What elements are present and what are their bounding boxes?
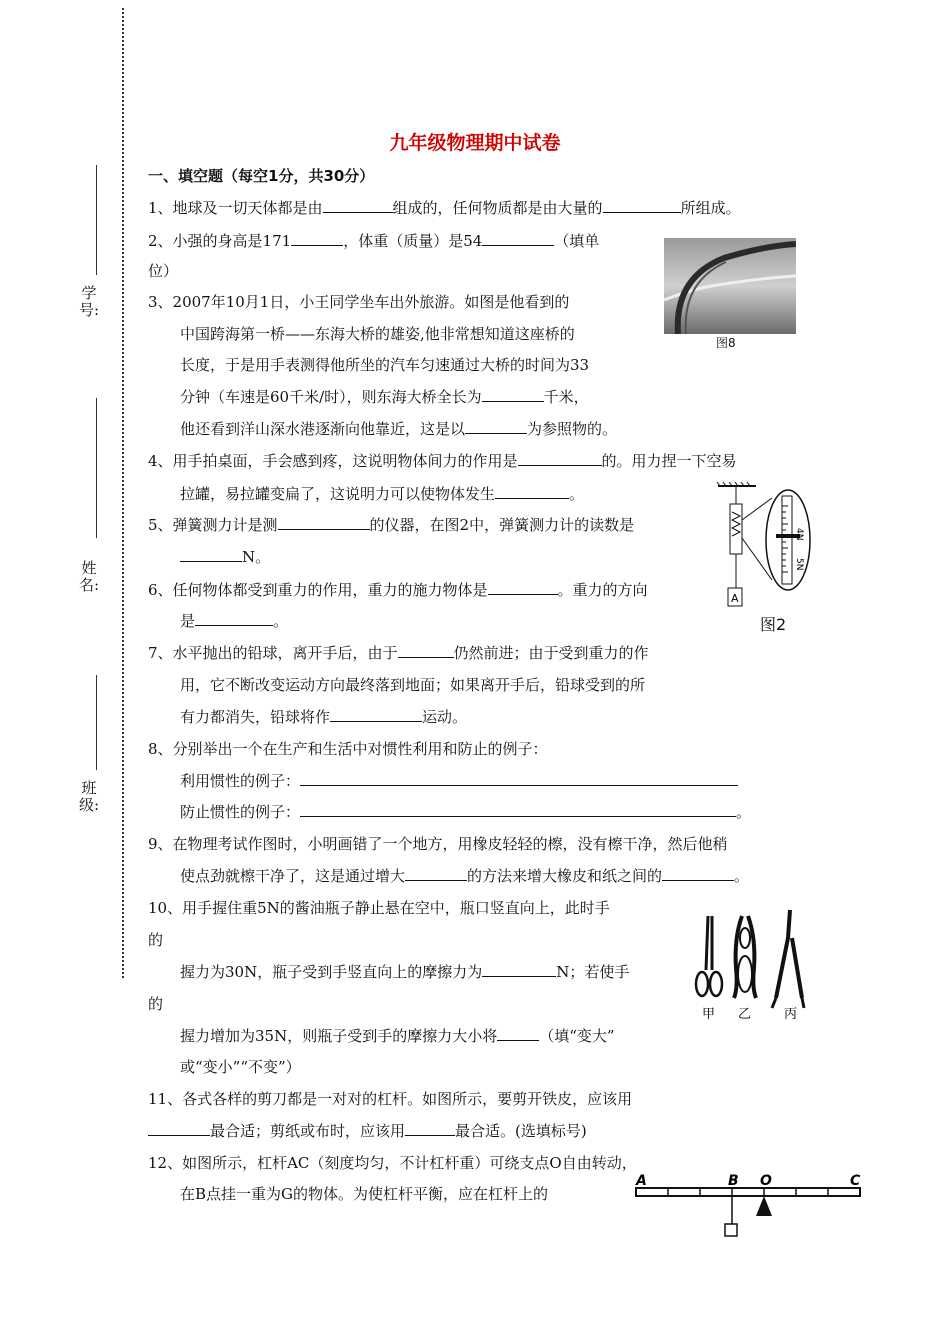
- scissors-label-yi: 乙: [738, 1007, 752, 1020]
- answer-blank[interactable]: [465, 419, 527, 434]
- question-line-l26: [148, 994, 163, 1014]
- question-text: 最合适。(选填标号): [455, 1122, 587, 1140]
- answer-blank[interactable]: [482, 231, 554, 246]
- question-text: N。: [242, 548, 271, 566]
- question-text: 在B点挂一重为G的物体。为使杠杆平衡，应在杠杆上的: [180, 1185, 549, 1203]
- question-line-l14: [180, 611, 288, 631]
- question-line-l15: [148, 643, 649, 663]
- question-line-l8: [180, 419, 617, 439]
- question-text: （填“变大”: [539, 1027, 615, 1045]
- question-line-l17: [180, 707, 467, 727]
- question-text: 的: [148, 995, 164, 1013]
- question-text: 利用惯性的例子：: [180, 772, 301, 790]
- question-line-l12: [180, 547, 270, 567]
- question-text: （填单: [554, 232, 600, 250]
- question-line-l1: [148, 198, 741, 218]
- question-line-l19: [180, 771, 738, 791]
- question-text: 用，它不断改变运动方向最终落到地面；如果离开手后，铅球受到的所: [180, 676, 646, 694]
- class-label: 班级:: [78, 779, 100, 814]
- question-line-l21: [148, 834, 728, 854]
- question-text: 的。用力捏一下空易: [601, 452, 737, 470]
- student-id-line: [96, 165, 97, 275]
- answer-blank[interactable]: [405, 1121, 455, 1136]
- question-line-l5: [180, 324, 575, 344]
- question-text: 他还看到洋山深水港逐渐向他靠近，这是以: [180, 420, 466, 438]
- question-text: 最合适；剪纸或布时，应该用: [210, 1122, 406, 1140]
- question-line-l23: [148, 898, 610, 918]
- bridge-photo: [664, 238, 796, 334]
- question-text: 10、用手握住重5N的酱油瓶子静止悬在空中，瓶口竖直向上，此时手: [148, 899, 610, 917]
- answer-blank[interactable]: [405, 866, 467, 881]
- question-text: 。: [734, 867, 750, 885]
- question-text: 的方法来增大橡皮和纸之间的: [467, 867, 663, 885]
- question-text: 有力都消失，铅球将作: [180, 708, 331, 726]
- answer-blank[interactable]: [180, 547, 242, 562]
- question-text: 是: [180, 612, 196, 630]
- question-text: 使点劲就檫干净了，这是通过增大: [180, 867, 406, 885]
- question-text: 千米，: [543, 388, 589, 406]
- answer-blank[interactable]: [195, 611, 273, 626]
- bridge-caption: 图8: [716, 336, 736, 350]
- question-line-l9: [148, 451, 737, 471]
- question-line-l10: [180, 484, 584, 504]
- answer-blank[interactable]: [300, 771, 738, 786]
- answer-blank[interactable]: [495, 484, 569, 499]
- question-line-l28: [180, 1057, 301, 1077]
- question-text: 握力为30N，瓶子受到手竖直向上的摩擦力为: [180, 963, 483, 981]
- question-line-l6: [180, 355, 589, 375]
- class-line: [96, 675, 97, 770]
- answer-blank[interactable]: [323, 198, 393, 213]
- question-text: 分钟（车速是60千米/时），则东海大桥全长为: [180, 388, 482, 406]
- answer-blank[interactable]: [662, 866, 734, 881]
- lever-label-o: O: [760, 1173, 772, 1189]
- question-text: 5、弹簧测力计是测: [148, 516, 278, 534]
- scale-mark-4n: 4N: [794, 528, 804, 541]
- lever-label-a: A: [636, 1173, 647, 1189]
- question-text: 2、小强的身高是171: [148, 232, 292, 250]
- answer-blank[interactable]: [518, 451, 602, 466]
- question-line-l3: [148, 261, 178, 281]
- answer-blank[interactable]: [330, 707, 422, 722]
- question-text: 中国跨海第一桥——东海大桥的雄姿,他非常想知道这座桥的: [180, 325, 575, 343]
- lever-figure: [632, 1172, 868, 1242]
- question-text: 9、在物理考试作图时，小明画错了一个地方，用橡皮轻轻的檫，没有檫干净，然后他稍: [148, 835, 728, 853]
- question-text: 所组成。: [680, 199, 741, 217]
- spring-caption: 图2: [760, 615, 787, 634]
- page-title: 九年级物理期中试卷: [389, 132, 561, 154]
- question-text: 12、如图所示，杠杆AC（刻度均匀，不计杠杆重）可绕支点O自由转动，: [148, 1154, 637, 1172]
- scale-mark-5n: 5N: [794, 558, 804, 571]
- question-line-l32: [180, 1184, 548, 1204]
- answer-blank[interactable]: [300, 802, 736, 817]
- spring-scale-figure: [716, 482, 812, 612]
- answer-blank[interactable]: [497, 1026, 539, 1041]
- weight-a-label: A: [731, 592, 739, 605]
- question-line-l18: [148, 739, 548, 759]
- question-text: 握力增加为35N，则瓶子受到手的摩擦力大小将: [180, 1027, 498, 1045]
- question-line-l29: [148, 1089, 632, 1109]
- section-heading: 一、填空题（每空1分，共30分）: [148, 167, 375, 185]
- question-text: 组成的，任何物质都是由大量的: [392, 199, 603, 217]
- question-line-l2: [148, 231, 599, 251]
- question-text: 。重力的方向: [557, 581, 648, 599]
- question-text: N；若使手: [556, 963, 630, 981]
- question-text: ，体重（质量）是54: [343, 232, 483, 250]
- scissors-figure: [690, 908, 808, 1020]
- answer-blank[interactable]: [398, 643, 454, 658]
- question-line-l30: [148, 1121, 587, 1141]
- question-line-l20: [180, 802, 751, 822]
- question-line-l31: [148, 1153, 637, 1173]
- answer-blank[interactable]: [291, 231, 343, 246]
- question-line-l16: [180, 675, 645, 695]
- question-text: 位）: [148, 262, 179, 280]
- question-text: 。: [273, 612, 289, 630]
- question-text: 仍然前进；由于受到重力的作: [453, 644, 649, 662]
- student-id-label: 学号:: [78, 284, 100, 319]
- answer-blank[interactable]: [488, 580, 558, 595]
- question-text: 11、各式各样的剪刀都是一对对的杠杆。如图所示，要剪开铁皮，应该用: [148, 1090, 633, 1108]
- question-line-l11: [148, 515, 634, 535]
- question-text: 防止惯性的例子：: [180, 803, 301, 821]
- question-text: 。: [736, 803, 752, 821]
- question-text: 8、分别举出一个在生产和生活中对惯性利用和防止的例子：: [148, 740, 548, 758]
- question-text: 的仪器，在图2中，弹簧测力计的读数是: [369, 516, 635, 534]
- question-text: 长度，于是用手表测得他所坐的汽车匀速通过大桥的时间为33: [180, 356, 590, 374]
- lever-label-c: C: [850, 1173, 861, 1189]
- name-label: 姓名:: [78, 559, 100, 594]
- question-text: 4、用手拍桌面，手会感到疼，这说明物体间力的作用是: [148, 452, 518, 470]
- question-line-l7: [180, 387, 589, 407]
- lever-label-b: B: [728, 1173, 739, 1189]
- question-text: 3、2007年10月1日，小王同学坐车出外旅游。如图是他看到的: [148, 293, 570, 311]
- name-line: [96, 398, 97, 538]
- question-text: 1、地球及一切天体都是由: [148, 199, 323, 217]
- answer-blank[interactable]: [482, 962, 556, 977]
- question-line-l13: [148, 580, 648, 600]
- answer-blank[interactable]: [482, 387, 544, 402]
- answer-blank[interactable]: [278, 515, 370, 530]
- question-line-l4: [148, 292, 569, 312]
- answer-blank[interactable]: [148, 1121, 210, 1136]
- question-text: 的: [148, 931, 164, 949]
- question-text: 或“变小”“不变”）: [180, 1058, 301, 1076]
- question-text: 拉罐，易拉罐变扁了，这说明力可以使物体发生: [180, 485, 496, 503]
- scissors-label-jia: 甲: [702, 1007, 716, 1020]
- question-text: 为参照物的。: [527, 420, 618, 438]
- question-text: 6、任何物体都受到重力的作用，重力的施力物体是: [148, 581, 488, 599]
- scissors-label-bing: 丙: [784, 1007, 798, 1020]
- question-text: 7、水平抛出的铅球，离开手后，由于: [148, 644, 398, 662]
- answer-blank[interactable]: [603, 198, 681, 213]
- question-line-l24: [148, 930, 163, 950]
- question-line-l25: [180, 962, 629, 982]
- question-text: 运动。: [422, 708, 468, 726]
- question-text: 。: [569, 485, 585, 503]
- question-line-l27: [180, 1026, 615, 1046]
- question-line-l22: [180, 866, 749, 886]
